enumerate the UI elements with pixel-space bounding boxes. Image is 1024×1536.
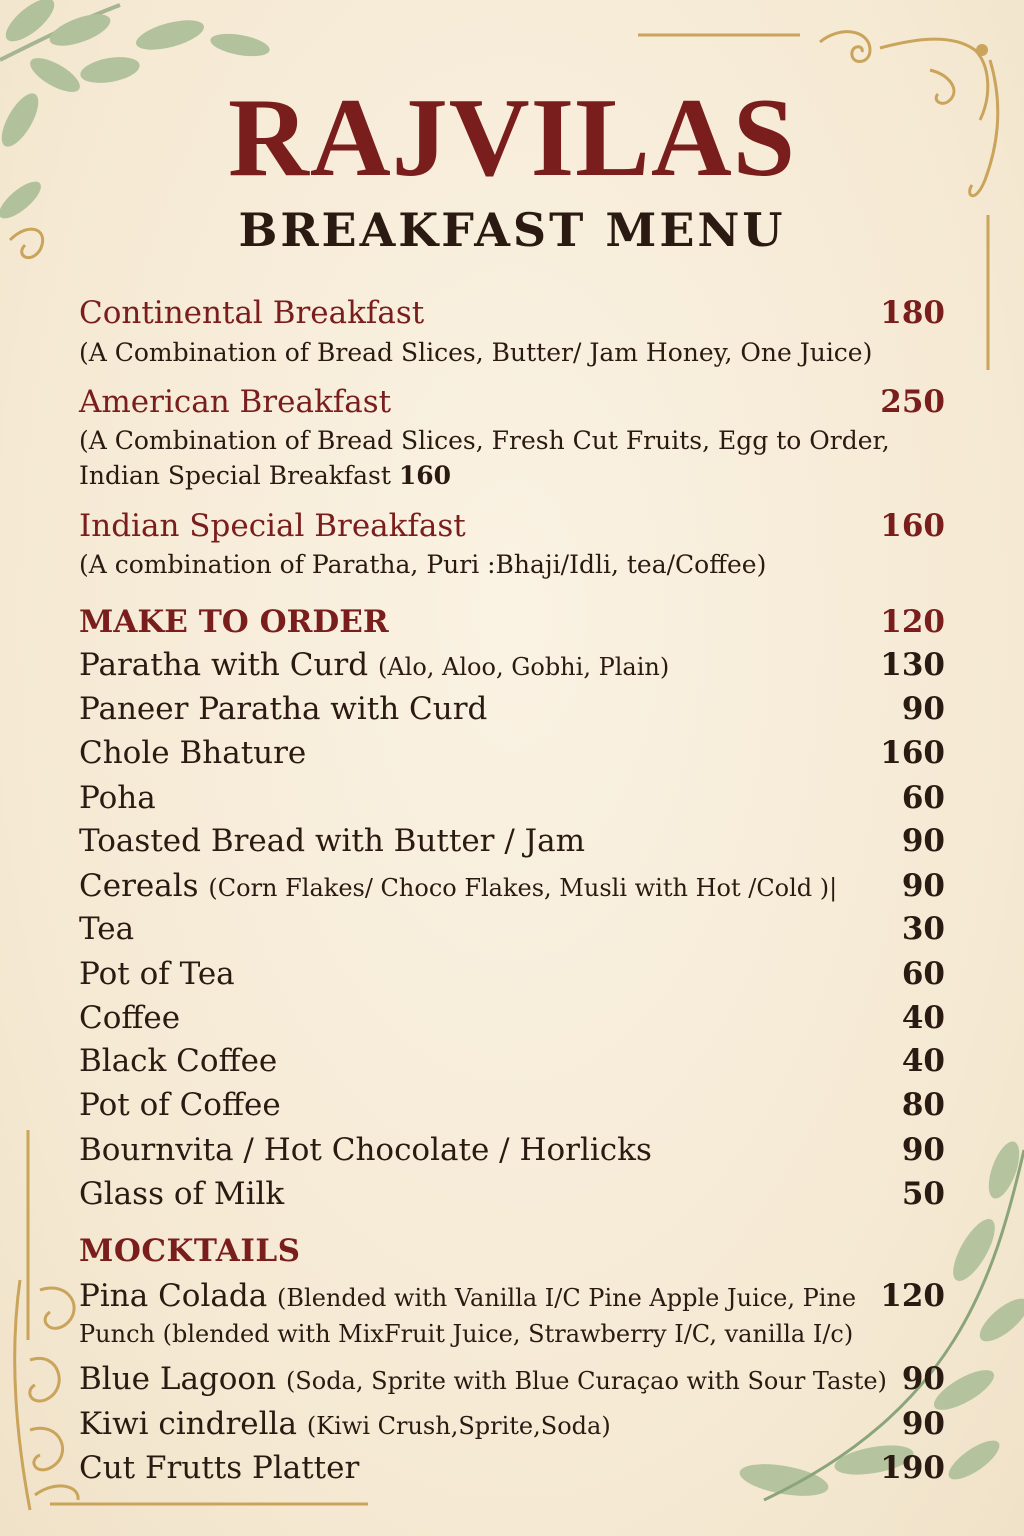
menu-item-kiwi-cindrella (79, 1405, 945, 1445)
item-name: Pina Colada (79, 1278, 268, 1314)
menu-item-chole-bhature (79, 734, 945, 772)
item-name-wrap (79, 1405, 611, 1445)
item-price: 130 (880, 647, 945, 683)
menu-item-poha (79, 779, 945, 817)
item-name-wrap (79, 867, 837, 907)
item-name: Pot of Tea (79, 956, 235, 992)
menu-item-glass-of-milk (79, 1175, 945, 1213)
section-heading: MAKE TO ORDER (79, 604, 389, 640)
item-name: Glass of Milk (79, 1176, 285, 1212)
item-name: Tea (79, 911, 135, 947)
item-price: 90 (901, 1361, 945, 1397)
item-price: 40 (901, 1043, 945, 1079)
menu-item-black-coffee (79, 1042, 945, 1080)
item-name-wrap (79, 1360, 887, 1400)
item-price: 180 (880, 295, 945, 331)
item-name: Cereals (79, 868, 199, 904)
item-description: (A Combination of Bread Slices, Butter/ Jam Honey, One Juice) (79, 338, 873, 367)
item-name: Pot of Coffee (79, 1087, 281, 1123)
item-name: Indian Special Breakfast (79, 508, 466, 544)
menu-item-coffee (79, 999, 945, 1037)
item-price: 120 (880, 1278, 945, 1314)
item-price: 80 (901, 1087, 945, 1123)
menu-item-pot-of-coffee (79, 1086, 945, 1124)
item-name: Cut Frutts Platter (79, 1450, 360, 1486)
section-make-to-order (79, 603, 945, 641)
item-name-wrap (79, 1277, 856, 1317)
menu-item-pot-of-tea (79, 955, 945, 993)
item-price: 90 (901, 691, 945, 727)
item-description: (A combination of Paratha, Puri :Bhaji/Idli, tea/Coffee) (79, 550, 767, 579)
item-price: 90 (901, 1406, 945, 1442)
item-price: 90 (901, 1132, 945, 1168)
item-name: Toasted Bread with Butter / Jam (79, 823, 585, 859)
menu-item-blue-lagoon (79, 1360, 945, 1400)
menu-item-continental-breakfast (79, 294, 945, 332)
item-name: Coffee (79, 1000, 181, 1036)
menu-item-american-breakfast (79, 383, 945, 421)
item-price: 90 (901, 823, 945, 859)
menu-item-cut-fruits-platter (79, 1449, 945, 1487)
item-name: Continental Breakfast (79, 295, 425, 331)
item-name: Chole Bhature (79, 735, 307, 771)
restaurant-title: RAJVILAS (227, 76, 797, 200)
item-description: (A Combination of Bread Slices, Fresh Cut Fruits, Egg to Order, (79, 426, 890, 455)
description-price: 160 (398, 461, 452, 490)
item-name: Paneer Paratha with Curd (79, 691, 488, 727)
menu-item-tea (79, 910, 945, 948)
menu-item-toasted-bread (79, 822, 945, 860)
menu-item-cereals (79, 867, 945, 907)
item-price: 90 (901, 868, 945, 904)
item-name: Kiwi cindrella (79, 1406, 297, 1442)
item-note: (Kiwi Crush,Sprite,Soda) (306, 1412, 611, 1440)
item-price: 50 (901, 1176, 945, 1212)
item-price: 190 (880, 1450, 945, 1486)
section-price: 120 (880, 604, 945, 640)
item-name: American Breakfast (79, 384, 392, 420)
item-price: 160 (880, 735, 945, 771)
item-name: Blue Lagoon (79, 1361, 277, 1397)
menu-item-paneer-paratha (79, 690, 945, 728)
description-text: Indian Special Breakfast (79, 461, 391, 490)
item-description-continued (79, 459, 945, 493)
item-price: 40 (901, 1000, 945, 1036)
item-note: (Blended with Vanilla I/C Pine Apple Juice, Pine (277, 1284, 857, 1312)
item-note: (Alo, Aloo, Gobhi, Plain) (377, 653, 670, 681)
item-name: Black Coffee (79, 1043, 278, 1079)
menu-item-paratha-with-curd (79, 646, 945, 686)
menu-item-pina-colada (79, 1277, 945, 1317)
menu-item-indian-special-breakfast (79, 507, 945, 545)
item-name: Poha (79, 780, 156, 816)
item-price: 160 (880, 508, 945, 544)
item-name: Paratha with Curd (79, 647, 369, 683)
item-name-wrap (79, 646, 669, 686)
menu-subtitle: BREAKFAST MENU (238, 203, 786, 257)
section-mocktails-heading: MOCKTAILS (79, 1233, 301, 1269)
item-price: 60 (901, 956, 945, 992)
item-price: 60 (901, 780, 945, 816)
item-note: (Soda, Sprite with Blue Curaçao with Sour Taste) (285, 1367, 887, 1395)
item-name: Bournvita / Hot Chocolate / Horlicks (79, 1132, 652, 1168)
item-price: 30 (901, 911, 945, 947)
item-price: 250 (880, 384, 945, 420)
item-note-continued: Punch (blended with MixFruit Juice, Strawberry I/C, vanilla I/c) (79, 1320, 854, 1348)
item-note: (Corn Flakes/ Choco Flakes, Musli with Hot /Cold )| (208, 874, 838, 902)
menu-item-bournvita (79, 1131, 945, 1169)
